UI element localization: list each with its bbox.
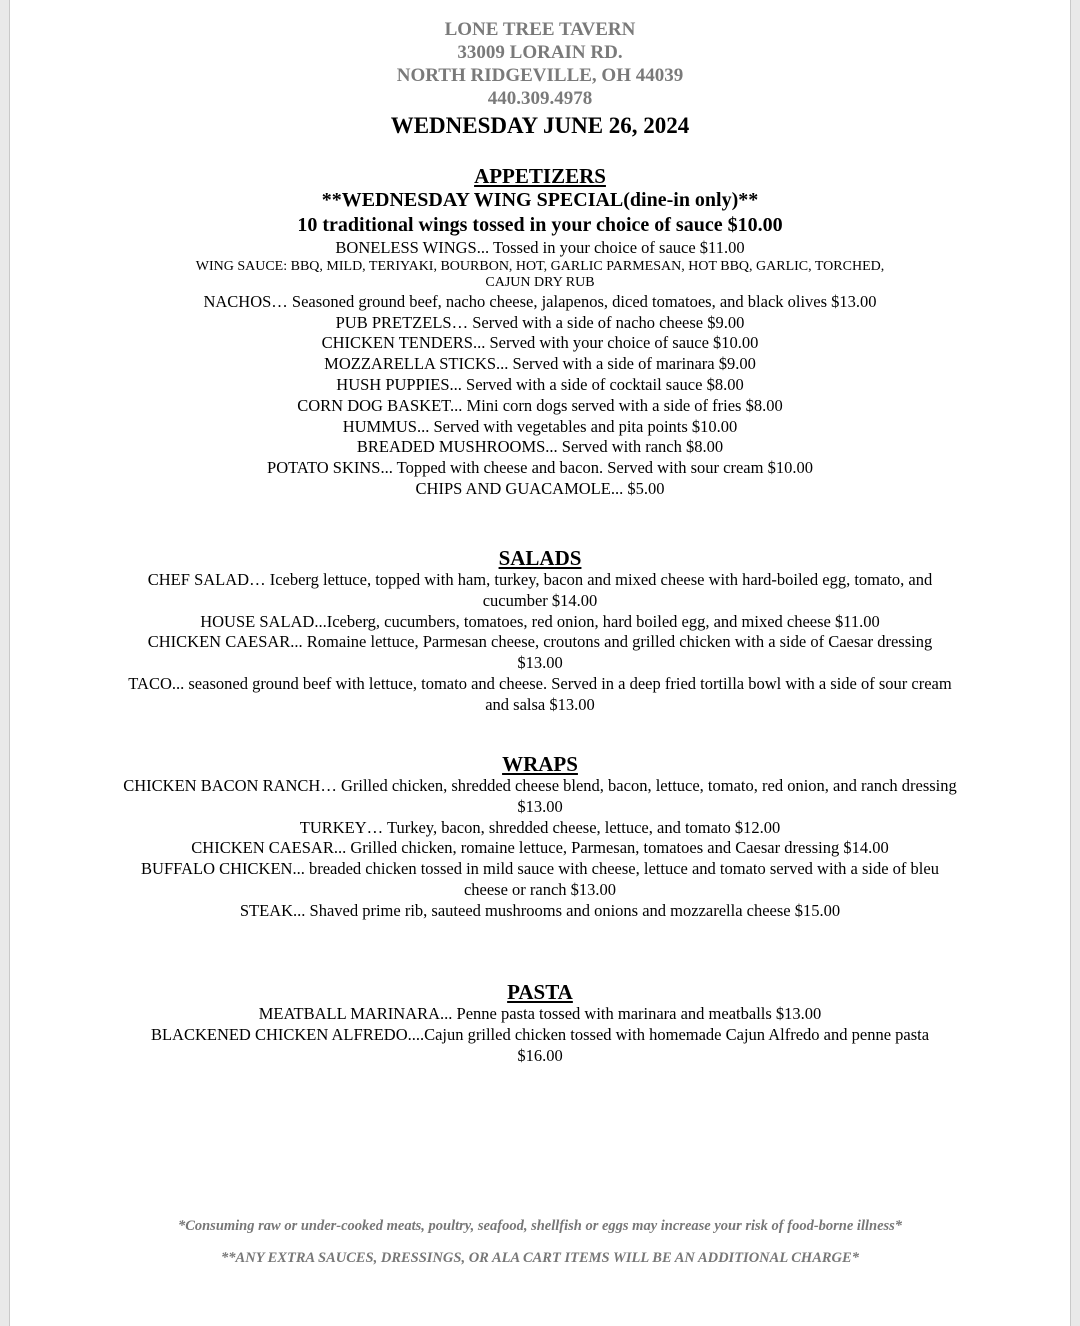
restaurant-address: 33009 LORAIN RD. — [457, 42, 623, 63]
menu-item: PUB PRETZELS… Served with a side of nacho cheese $9.00 — [335, 312, 745, 332]
menu-page — [9, 0, 1071, 1326]
menu-header — [10, 18, 1070, 140]
menu-item: CHIPS AND GUACAMOLE... $5.00 — [415, 478, 665, 498]
pasta-section — [10, 980, 1070, 1066]
food-safety-note: *Consuming raw or under-cooked meats, poultry, seafood, shellfish or eggs may increase your risk of food-borne illness* — [177, 1218, 903, 1234]
menu-item: BLACKENED CHICKEN ALFREDO....Cajun grilled chicken tossed with homemade Cajun Alfredo and penne pasta $16.00 — [150, 1024, 930, 1065]
restaurant-phone: 440.309.4978 — [487, 88, 593, 109]
menu-item: CHICKEN TENDERS... Served with your choice of sauce $10.00 — [321, 333, 759, 353]
menu-item: BONELESS WINGS... Tossed in your choice of sauce $11.00 — [335, 238, 745, 257]
menu-item: HOUSE SALAD...Iceberg, cucumbers, tomatoes, red onion, hard boiled egg, and mixed cheese $11.00 — [200, 611, 880, 631]
menu-item: MEATBALL MARINARA... Penne pasta tossed with marinara and meatballs $13.00 — [258, 1004, 822, 1023]
pasta-title: PASTA — [507, 980, 573, 1004]
wraps-title: WRAPS — [502, 752, 578, 776]
wraps-section — [10, 752, 1070, 922]
menu-item: NACHOS… Seasoned ground beef, nacho cheese, jalapenos, diced tomatoes, and black olives $13.00 — [203, 291, 877, 311]
salads-section — [10, 546, 1070, 716]
wing-special-desc: 10 traditional wings tossed in your choice of sauce $10.00 — [297, 214, 783, 236]
appetizers-section — [10, 164, 1070, 500]
menu-item: HUSH PUPPIES... Served with a side of cocktail sauce $8.00 — [336, 374, 744, 394]
menu-item: CHICKEN CAESAR... Romaine lettuce, Parmesan cheese, croutons and grilled chicken with a side of Caesar dressing $13.00 — [147, 632, 933, 673]
wing-sauce-line: CAJUN DRY RUB — [485, 275, 595, 291]
menu-item: BUFFALO CHICKEN... breaded chicken tossed in mild sauce with cheese, lettuce and tomato served with a side of bleu cheese or ranch $13.00 — [141, 859, 939, 899]
menu-item: TURKEY… Turkey, bacon, shredded cheese, lettuce, and tomato $12.00 — [299, 817, 781, 837]
wing-special-title: **WEDNESDAY WING SPECIAL(dine-in only)** — [321, 189, 759, 211]
menu-item: HUMMUS... Served with vegetables and pita points $10.00 — [342, 416, 738, 436]
restaurant-city: NORTH RIDGEVILLE, OH 44039 — [396, 65, 684, 86]
appetizers-title: APPETIZERS — [474, 164, 606, 188]
menu-item: POTATO SKINS... Topped with cheese and bacon. Served with sour cream $10.00 — [267, 458, 813, 478]
menu-item: TACO... seasoned ground beef with lettuce, tomato and cheese. Served in a deep fried tortilla bowl with a side of sour cream and salsa $13.00 — [128, 673, 952, 714]
menu-date: WEDNESDAY JUNE 26, 2024 — [390, 113, 690, 138]
menu-item: CHICKEN CAESAR... Grilled chicken, romaine lettuce, Parmesan, tomatoes and Caesar dressing $14.00 — [191, 838, 889, 858]
menu-item: CHEF SALAD… Iceberg lettuce, topped with ham, turkey, bacon and mixed cheese with hard-boiled egg, tomato, and cucumber $14.00 — [147, 570, 933, 610]
menu-item: CHICKEN BACON RANCH… Grilled chicken, shredded cheese blend, bacon, lettuce, tomato, red onion, and ranch dressing $13.00 — [123, 776, 957, 816]
menu-item: CORN DOG BASKET... Mini corn dogs served with a side of fries $8.00 — [297, 395, 783, 415]
wing-sauce-line: WING SAUCE: BBQ, MILD, TERIYAKI, BOURBON, HOT, GARLIC PARMESAN, HOT BBQ, GARLIC, TORCHED, — [195, 258, 885, 274]
menu-item: STEAK... Shaved prime rib, sauteed mushrooms and onions and mozzarella cheese $15.00 — [239, 900, 841, 920]
menu-item: BREADED MUSHROOMS... Served with ranch $8.00 — [356, 437, 724, 457]
extra-charge-note: **ANY EXTRA SAUCES, DRESSINGS, OR ALA CART ITEMS WILL BE AN ADDITIONAL CHARGE* — [221, 1250, 859, 1266]
menu-item: MOZZARELLA STICKS... Served with a side of marinara $9.00 — [324, 354, 756, 374]
restaurant-name: LONE TREE TAVERN — [444, 19, 636, 40]
salads-title: SALADS — [498, 546, 582, 570]
